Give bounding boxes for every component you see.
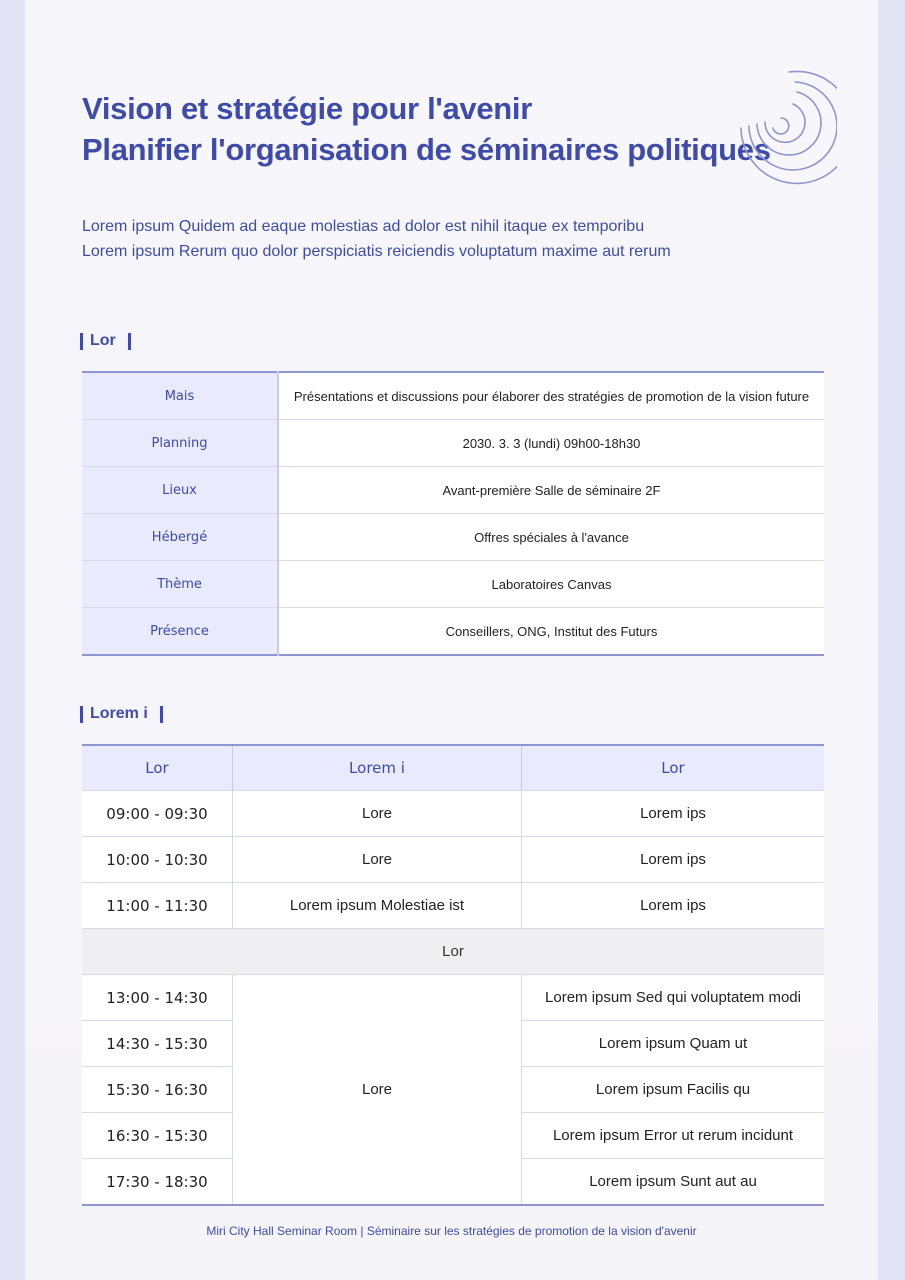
- info-row: [82, 467, 824, 514]
- info-value: Avant-première Salle de séminaire 2F: [278, 467, 824, 514]
- heading-bar-left: [80, 333, 83, 350]
- topic-cell: Lorem ipsum Molestiae ist: [233, 883, 522, 929]
- info-value: 2030. 3. 3 (lundi) 09h00-18h30: [278, 420, 824, 467]
- afternoon-topic-cell: Lore: [233, 975, 522, 1206]
- info-key: Mais: [82, 372, 278, 420]
- info-heading-text: Lor: [90, 332, 116, 349]
- subtitle-line-2: Lorem ipsum Rerum quo dolor perspiciatis reiciendis voluptatum maxime aut rerum: [82, 243, 671, 260]
- concentric-circles-icon: [737, 68, 837, 186]
- page-footer: Miri City Hall Seminar Room | Séminaire sur les stratégies de promotion de la vision d'avenir: [206, 1224, 697, 1238]
- info-table: [82, 371, 824, 656]
- column-header-time: Lor: [82, 745, 233, 791]
- detail-cell: Lorem ipsum Error ut rerum incidunt: [522, 1113, 825, 1159]
- info-value: Présentations et discussions pour élaborer des stratégies de promotion de la vision future: [278, 372, 824, 420]
- schedule-header-row: [82, 745, 824, 791]
- heading-bar-left: [80, 706, 83, 723]
- topic-cell: Lore: [233, 837, 522, 883]
- time-cell: 13:00 - 14:30: [82, 975, 233, 1021]
- time-cell: 10:00 - 10:30: [82, 837, 233, 883]
- table-row: [82, 791, 824, 837]
- document-page: [25, 0, 878, 1280]
- time-cell: 11:00 - 11:30: [82, 883, 233, 929]
- time-cell: 14:30 - 15:30: [82, 1021, 233, 1067]
- info-key: Lieux: [82, 467, 278, 514]
- detail-cell: Lorem ipsum Facilis qu: [522, 1067, 825, 1113]
- info-key: Hébergé: [82, 514, 278, 561]
- info-section-heading: [80, 332, 131, 350]
- schedule-table: [82, 744, 824, 1206]
- detail-cell: Lorem ips: [522, 883, 825, 929]
- info-key: Présence: [82, 608, 278, 656]
- heading-bar-right: [128, 333, 131, 350]
- table-row: [82, 837, 824, 883]
- detail-cell: Lorem ips: [522, 791, 825, 837]
- heading-bar-right: [160, 706, 163, 723]
- column-header-topic: Lorem i: [233, 745, 522, 791]
- time-cell: 16:30 - 15:30: [82, 1113, 233, 1159]
- schedule-heading-text: Lorem i: [90, 705, 148, 722]
- title-line-2: Planifier l'organisation de séminaires politiques: [82, 132, 771, 167]
- break-row: [82, 929, 824, 975]
- info-value: Laboratoires Canvas: [278, 561, 824, 608]
- break-cell: Lor: [82, 929, 824, 975]
- info-row: [82, 420, 824, 467]
- info-row: [82, 372, 824, 420]
- info-key: Planning: [82, 420, 278, 467]
- info-key: Thème: [82, 561, 278, 608]
- table-row: [82, 975, 824, 1021]
- detail-cell: Lorem ips: [522, 837, 825, 883]
- detail-cell: Lorem ipsum Sunt aut au: [522, 1159, 825, 1206]
- topic-cell: Lore: [233, 791, 522, 837]
- detail-cell: Lorem ipsum Sed qui voluptatem modi: [522, 975, 825, 1021]
- info-value: Offres spéciales à l'avance: [278, 514, 824, 561]
- subtitle-line-1: Lorem ipsum Quidem ad eaque molestias ad dolor est nihil itaque ex temporibu: [82, 218, 645, 235]
- column-header-detail: Lor: [522, 745, 825, 791]
- time-cell: 09:00 - 09:30: [82, 791, 233, 837]
- table-row: [82, 883, 824, 929]
- title-line-1: Vision et stratégie pour l'avenir: [82, 91, 532, 126]
- page-title: [82, 88, 771, 170]
- info-value: Conseillers, ONG, Institut des Futurs: [278, 608, 824, 656]
- subtitle: [82, 214, 671, 264]
- schedule-section-heading: [80, 705, 163, 723]
- detail-cell: Lorem ipsum Quam ut: [522, 1021, 825, 1067]
- time-cell: 17:30 - 18:30: [82, 1159, 233, 1206]
- info-row: [82, 561, 824, 608]
- info-row: [82, 608, 824, 656]
- info-row: [82, 514, 824, 561]
- time-cell: 15:30 - 16:30: [82, 1067, 233, 1113]
